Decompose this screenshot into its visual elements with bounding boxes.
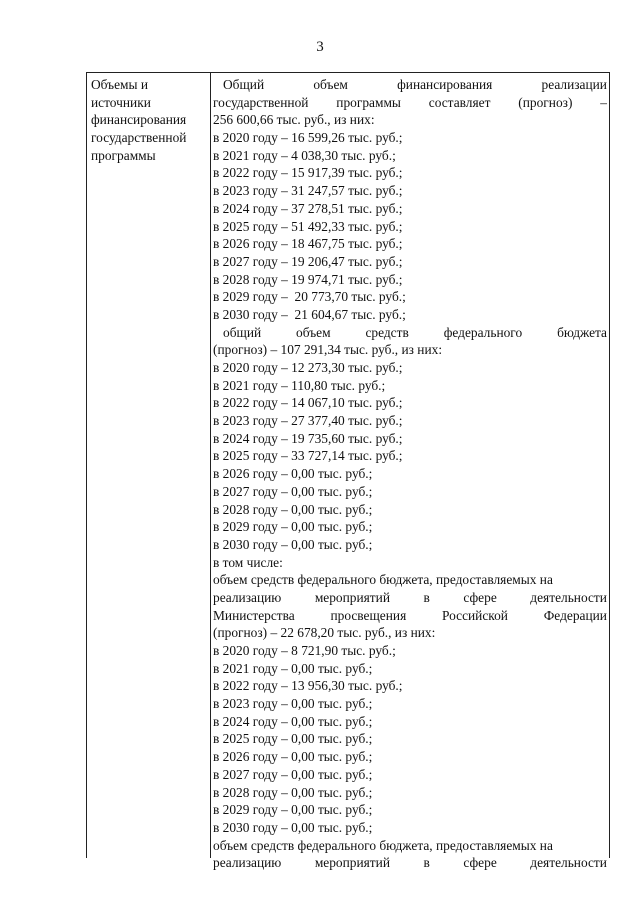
- word: в: [423, 589, 430, 605]
- total-year-line: в 2022 году – 15 917,39 тыс. руб.;: [213, 165, 403, 181]
- word: Российской: [441, 607, 508, 623]
- word: просвещения: [330, 607, 407, 623]
- federal-year-line: в 2024 году – 19 735,60 тыс. руб.;: [213, 430, 403, 446]
- word: составляет: [428, 94, 491, 110]
- word: Министерства: [213, 607, 295, 623]
- total-year-line: в 2028 году – 19 974,71 тыс. руб.;: [213, 271, 403, 287]
- label-line: программы: [91, 147, 156, 163]
- federal-year-line: в 2026 году – 0,00 тыс. руб.;: [213, 466, 373, 482]
- federal-year-line: в 2022 году – 14 067,10 тыс. руб.;: [213, 395, 403, 411]
- content-cell: [213, 76, 607, 872]
- total-amount-line: 256 600,66 тыс. руб., из них:: [213, 112, 375, 128]
- label-line: государственной: [91, 130, 187, 146]
- ministry-amount-line: (прогноз) – 22 678,20 тыс. руб., из них:: [213, 625, 436, 641]
- ministry-year-line: в 2021 году – 0,00 тыс. руб.;: [213, 660, 373, 676]
- word: реализации: [541, 77, 607, 92]
- label-line: источники: [91, 94, 151, 110]
- ministry-year-line: в 2028 году – 0,00 тыс. руб.;: [213, 784, 373, 800]
- federal-year-line: в 2025 году – 33 727,14 тыс. руб.;: [213, 448, 403, 464]
- federal-year-line: в 2020 году – 12 273,30 тыс. руб.;: [213, 360, 403, 375]
- word: Общий: [223, 77, 265, 92]
- ministry-intro-line: объем средств федерального бюджета, предоставляемых на: [213, 572, 553, 588]
- federal-year-line: в 2030 году – 0,00 тыс. руб.;: [213, 536, 373, 552]
- next-intro-line: [213, 854, 607, 872]
- word: деятельности: [530, 589, 607, 605]
- ministry-year-line: в 2022 году – 13 956,30 тыс. руб.;: [213, 678, 403, 694]
- word: бюджета: [557, 324, 607, 340]
- word: объем: [296, 324, 331, 340]
- total-year-line: в 2021 году – 4 038,30 тыс. руб.;: [213, 147, 396, 163]
- word: Федерации: [543, 607, 607, 623]
- total-year-line: в 2024 году – 37 278,51 тыс. руб.;: [213, 200, 403, 216]
- word: сфере: [463, 855, 497, 871]
- word: программы: [336, 94, 401, 110]
- label-cell: [91, 76, 209, 165]
- including-line: в том числе:: [213, 554, 283, 570]
- word: мероприятий: [314, 855, 390, 871]
- federal-year-line: в 2023 году – 27 377,40 тыс. руб.;: [213, 413, 403, 429]
- next-intro-line: объем средств федерального бюджета, предоставляемых на: [213, 837, 553, 853]
- word: объем: [313, 77, 348, 92]
- federal-year-line: в 2029 году – 0,00 тыс. руб.;: [213, 519, 373, 535]
- total-year-line: в 2025 году – 51 492,33 тыс. руб.;: [213, 218, 403, 234]
- ministry-year-line: в 2026 году – 0,00 тыс. руб.;: [213, 749, 373, 765]
- total-year-line: в 2020 году – 16 599,26 тыс. руб.;: [213, 130, 403, 146]
- word: финансирования: [397, 77, 493, 92]
- ministry-year-line: в 2029 году – 0,00 тыс. руб.;: [213, 802, 373, 818]
- word: федерального: [443, 324, 523, 340]
- word: (прогноз): [518, 94, 573, 110]
- ministry-year-line: в 2020 году – 8 721,90 тыс. руб.;: [213, 643, 396, 658]
- word: реализацию: [213, 855, 282, 871]
- total-year-line: в 2030 году – 21 604,67 тыс. руб.;: [213, 306, 406, 322]
- ministry-intro-line: [213, 607, 607, 625]
- federal-year-line: в 2027 году – 0,00 тыс. руб.;: [213, 483, 373, 499]
- total-year-line: в 2029 году – 20 773,70 тыс. руб.;: [213, 289, 406, 305]
- federal-amount-line: (прогноз) – 107 291,34 тыс. руб., из них:: [213, 342, 443, 358]
- word: –: [600, 94, 607, 110]
- ministry-year-line: в 2025 году – 0,00 тыс. руб.;: [213, 731, 373, 747]
- word: государственной: [213, 94, 309, 110]
- word: деятельности: [530, 855, 607, 871]
- page-number: 3: [316, 39, 324, 55]
- word: мероприятий: [314, 589, 390, 605]
- total-year-line: в 2026 году – 18 467,75 тыс. руб.;: [213, 236, 403, 252]
- word: общий: [223, 324, 262, 340]
- ministry-year-line: в 2030 году – 0,00 тыс. руб.;: [213, 819, 373, 835]
- total-year-line: в 2027 году – 19 206,47 тыс. руб.;: [213, 253, 403, 269]
- ministry-intro-line: [213, 589, 607, 607]
- total-intro-line: [213, 76, 607, 94]
- label-line: Объемы и: [91, 77, 149, 92]
- ministry-year-line: в 2023 году – 0,00 тыс. руб.;: [213, 696, 373, 712]
- federal-year-line: в 2028 году – 0,00 тыс. руб.;: [213, 501, 373, 517]
- federal-year-line: в 2021 году – 110,80 тыс. руб.;: [213, 377, 386, 393]
- column-divider: [210, 73, 211, 858]
- word: средств: [365, 324, 409, 340]
- word: в: [423, 855, 430, 871]
- label-line: финансирования: [91, 112, 187, 128]
- federal-intro-line: [213, 324, 607, 342]
- total-year-line: в 2023 году – 31 247,57 тыс. руб.;: [213, 183, 403, 199]
- ministry-year-line: в 2024 году – 0,00 тыс. руб.;: [213, 713, 373, 729]
- word: реализацию: [213, 589, 282, 605]
- total-intro-line: [213, 94, 607, 112]
- word: сфере: [463, 589, 497, 605]
- ministry-year-line: в 2027 году – 0,00 тыс. руб.;: [213, 766, 373, 782]
- financing-table: [86, 72, 610, 871]
